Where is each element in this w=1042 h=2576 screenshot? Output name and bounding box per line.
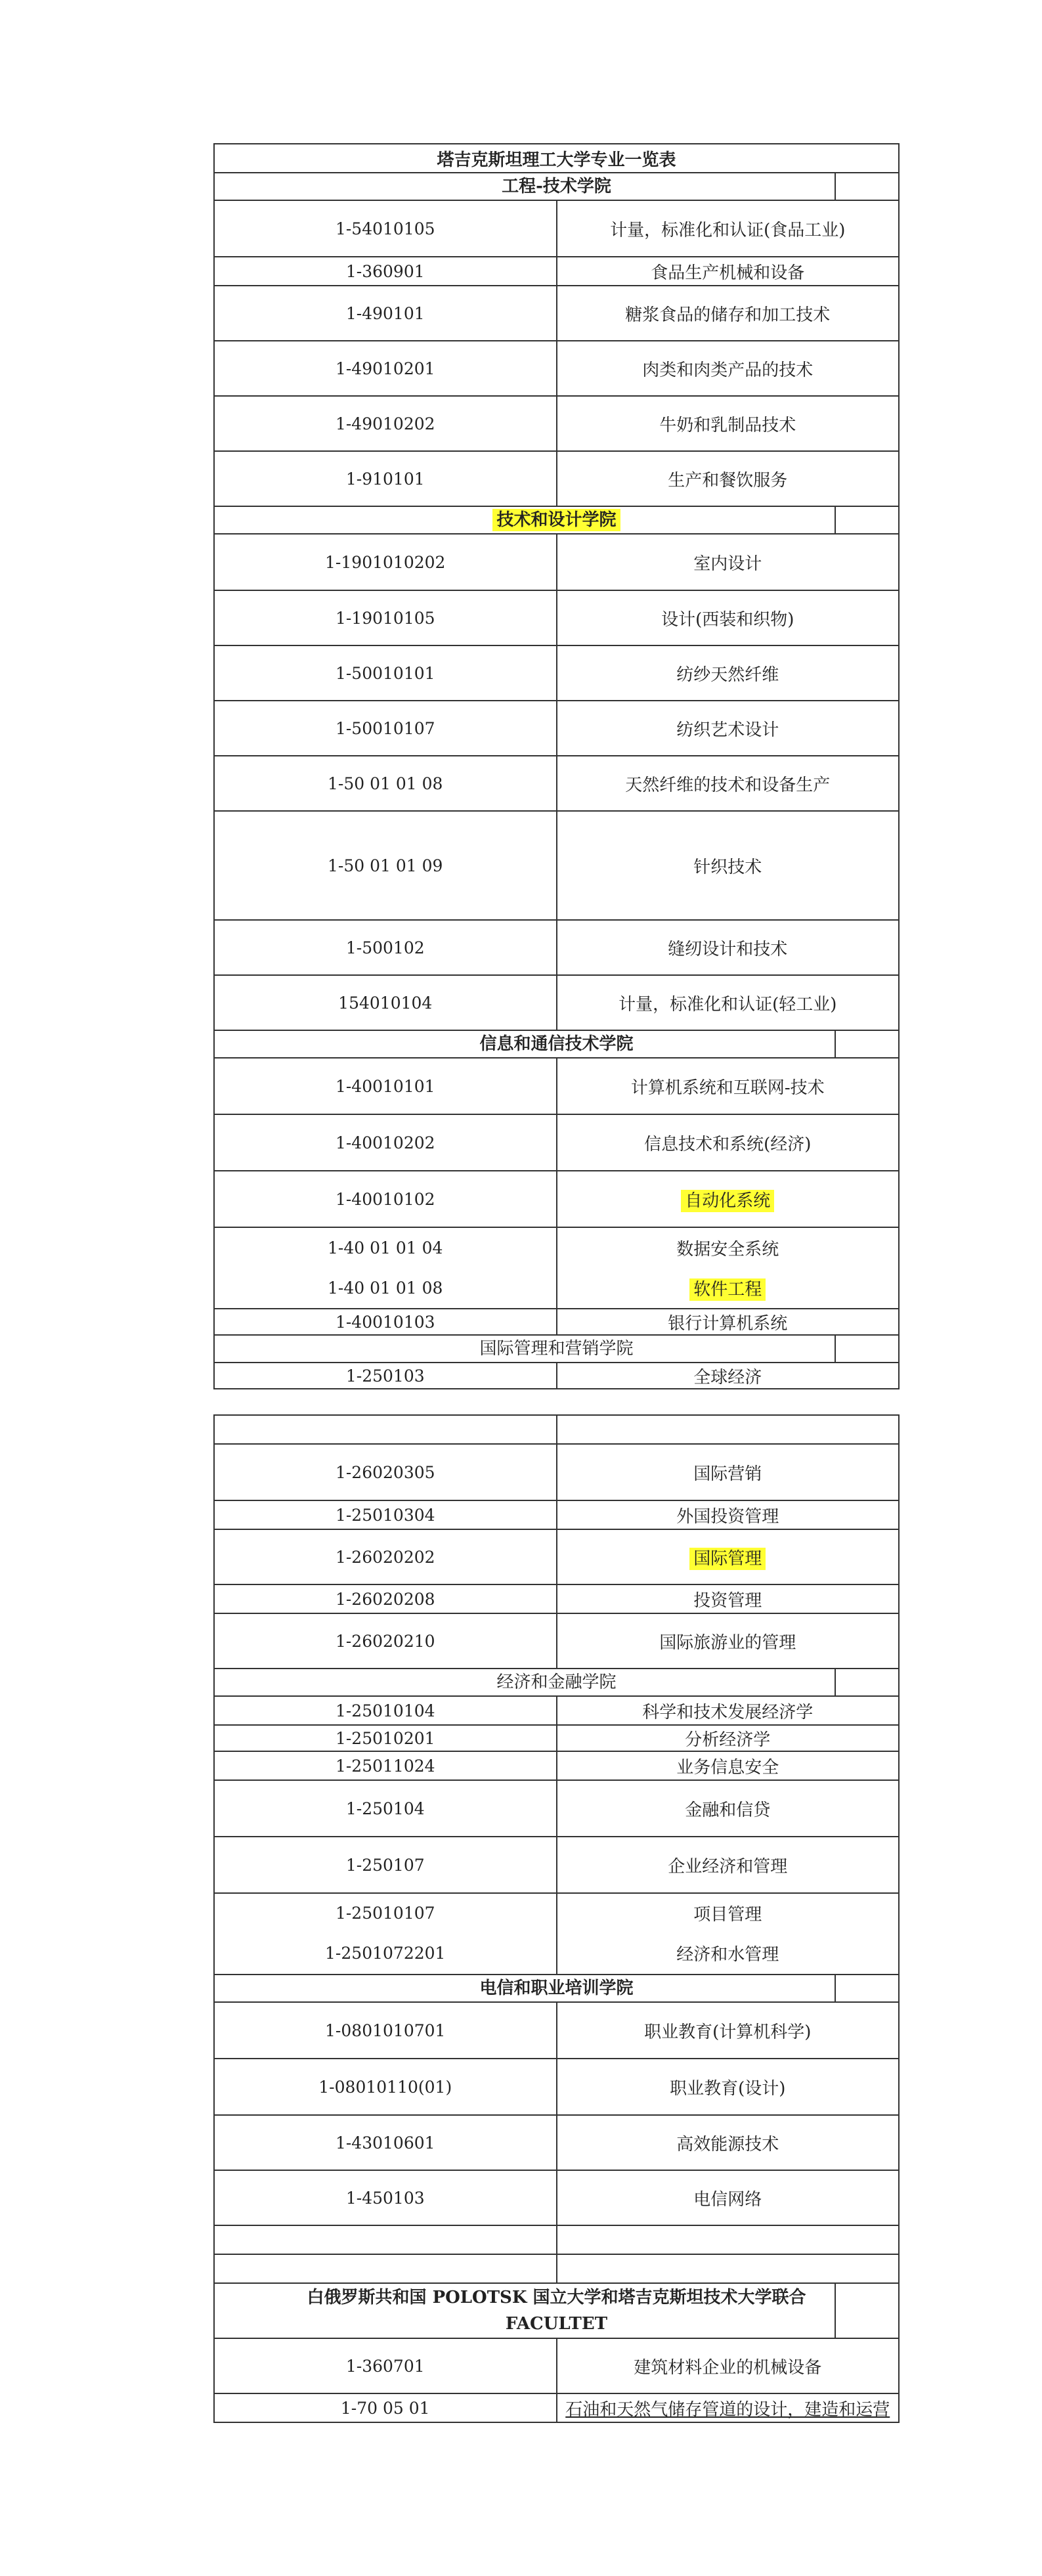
specialty-code: 1-450103 [214,2170,557,2225]
specialty-name: 肉类和肉类产品的技术 [557,341,900,396]
table-row [214,2393,899,2422]
specialty-code [214,1415,557,1444]
specialty-code: 1-25011024 [214,1751,557,1780]
specialty-name: 牛奶和乳制品技术 [557,396,900,451]
table-row [214,2338,899,2393]
specialties-table [213,143,900,2423]
specialty-code: 1-70 05 01 [214,2393,557,2422]
specialty-code: 1-50010107 [214,701,557,756]
specialty-code: 1-360901 [214,257,557,286]
table-row [214,2254,899,2283]
underlined-specialty: 石油和天然气储存管道的设计，建造和运营 [565,2399,890,2420]
specialty-code: 1-40010101 [214,1058,557,1114]
specialty-name: 银行计算机系统 [557,1309,900,1335]
table-row [214,1227,899,1268]
specialty-name: 建筑材料企业的机械设备 [557,2338,900,2393]
faculty-name-line-2: FACULTET [505,2314,608,2334]
specialty-code: 1-40010102 [214,1171,557,1227]
specialty-name [557,1268,900,1309]
specialty-name: 投资管理 [557,1584,900,1613]
specialty-name: 计量，标准化和认证(轻工业) [557,975,900,1030]
table-row [214,1780,899,1837]
specialty-name: 糖浆食品的储存和加工技术 [557,286,900,341]
specialty-code: 1-25010201 [214,1725,557,1751]
header-right-cell-divider [835,1669,836,1695]
specialty-code: 1-250104 [214,1780,557,1837]
specialty-name: 室内设计 [557,534,900,590]
table-row [214,590,899,645]
table-row [214,811,899,920]
specialty-code: 1-25010107 [214,1893,557,1932]
faculty-header-row [214,2283,899,2338]
specialty-name: 经济和水管理 [557,1932,900,1975]
table-row [214,1389,899,1415]
table-row [214,1751,899,1780]
specialty-name: 食品生产机械和设备 [557,257,900,286]
faculty-name-line-1: 白俄罗斯共和国 POLOTSK 国立大学和塔吉克斯坦技术大学联合 [307,2288,806,2307]
header-right-cell-divider [835,1031,836,1057]
table-row [214,1529,899,1584]
specialty-name [557,2393,900,2422]
table-row [214,1584,899,1613]
faculty-name-text: 技术和设计学院 [492,509,620,531]
table-row [214,1444,899,1500]
table-row [214,1363,899,1389]
specialty-name: 国际营销 [557,1444,900,1500]
header-right-cell-divider [835,2284,836,2338]
table-row [214,920,899,975]
specialty-code: 1-40 01 01 04 [214,1227,557,1268]
specialty-code: 1-49010201 [214,341,557,396]
faculty-name-text: 国际管理和营销学院 [479,1339,634,1359]
specialty-name: 外国投资管理 [557,1500,900,1529]
table-row [214,1058,899,1114]
specialty-code: 1-43010601 [214,2115,557,2170]
table-row [214,2115,899,2170]
specialty-code: 1-26020208 [214,1584,557,1613]
table-row [214,396,899,451]
specialty-name: 纺纱天然纤维 [557,645,900,701]
header-right-cell-divider [835,1975,836,2001]
specialty-name [557,1389,900,1415]
specialty-code: 1-1901010202 [214,534,557,590]
specialty-name [557,1171,900,1227]
table-row [214,2225,899,2254]
header-right-cell-divider [835,507,836,533]
faculty-name-text: 电信和职业培训学院 [479,1978,634,1998]
specialty-name: 职业教育(计算机科学) [557,2002,900,2059]
specialty-name: 计量，标准化和认证(食品工业) [557,200,900,257]
table-row [214,1114,899,1171]
specialty-code: 1-25010304 [214,1500,557,1529]
table-row [214,257,899,286]
specialty-name: 科学和技术发展经济学 [557,1696,900,1725]
highlighted-specialty: 国际管理 [689,1548,766,1570]
faculty-name [214,173,899,200]
specialty-name: 纺织艺术设计 [557,701,900,756]
specialty-name: 企业经济和管理 [557,1837,900,1893]
faculty-header-row [214,1975,899,2002]
specialty-code: 1-26020210 [214,1613,557,1669]
table-row [214,341,899,396]
faculty-name-text: 经济和金融学院 [496,1672,617,1692]
table-row [214,286,899,341]
highlighted-specialty: 自动化系统 [681,1190,774,1212]
specialty-code: 1-360701 [214,2338,557,2393]
specialty-name: 生产和餐饮服务 [557,451,900,506]
table-row [214,1268,899,1309]
table-row [214,701,899,756]
table-row [214,2002,899,2059]
specialty-name: 针织技术 [557,811,900,920]
header-right-cell-divider [835,1336,836,1362]
specialty-name [557,2254,900,2283]
specialty-code [214,2254,557,2283]
specialty-code: 1-500102 [214,920,557,975]
specialty-name: 国际旅游业的管理 [557,1613,900,1669]
faculty-name-text: 信息和通信技术学院 [479,1034,634,1054]
header-right-cell-divider [835,173,836,200]
specialty-name: 电信网络 [557,2170,900,2225]
specialty-code: 1-490101 [214,286,557,341]
table-row [214,1837,899,1893]
table-row [214,1696,899,1725]
specialty-code: 1-250107 [214,1837,557,1893]
specialty-name: 高效能源技术 [557,2115,900,2170]
specialty-code: 1-25010104 [214,1696,557,1725]
specialty-code: 1-19010105 [214,590,557,645]
faculty-header-row [214,173,899,200]
specialty-code: 154010104 [214,975,557,1030]
specialty-name: 分析经济学 [557,1725,900,1751]
specialty-name [557,1529,900,1584]
specialty-name: 信息技术和系统(经济) [557,1114,900,1171]
specialty-code: 1-40010103 [214,1309,557,1335]
table-title: 塔吉克斯坦理工大学专业一览表 [214,144,899,173]
table-row [214,2059,899,2115]
specialty-code: 1-40010202 [214,1114,557,1171]
specialty-code: 1-50010101 [214,645,557,701]
specialty-code: 1-0801010701 [214,2002,557,2059]
specialty-code: 1-26020202 [214,1529,557,1584]
specialty-name: 项目管理 [557,1893,900,1932]
specialty-code [214,1389,557,1415]
faculty-header-row [214,1335,899,1363]
faculty-header-row [214,1030,899,1058]
faculty-name-text: 工程-技术学院 [502,177,611,196]
document-table-container [213,143,900,2423]
specialty-name [557,2225,900,2254]
specialty-code: 1-08010110(01) [214,2059,557,2115]
specialty-code: 1-26020305 [214,1444,557,1500]
table-row [214,1415,899,1444]
faculty-header-row [214,1669,899,1696]
specialty-code: 1-49010202 [214,396,557,451]
faculty-name [214,1975,899,2002]
specialty-code: 1-50 01 01 09 [214,811,557,920]
specialty-code: 1-54010105 [214,200,557,257]
table-row [214,1613,899,1669]
faculty-name [214,1030,899,1058]
specialty-name: 职业教育(设计) [557,2059,900,2115]
table-row [214,975,899,1030]
table-row [214,451,899,506]
specialty-code: 1-250103 [214,1363,557,1389]
table-row [214,2170,899,2225]
specialty-code: 1-40 01 01 08 [214,1268,557,1309]
title-row [214,144,899,173]
faculty-header-row [214,506,899,534]
faculty-name [214,2283,899,2338]
specialty-code: 1-50 01 01 08 [214,756,557,811]
faculty-name [214,1669,899,1696]
table-row [214,1932,899,1975]
specialty-name: 设计(西装和织物) [557,590,900,645]
table-row [214,1893,899,1932]
faculty-name [214,1335,899,1363]
table-row [214,534,899,590]
table-row [214,1309,899,1335]
highlighted-specialty: 软件工程 [689,1278,766,1301]
specialty-name [557,1415,900,1444]
specialty-name: 缝纫设计和技术 [557,920,900,975]
faculty-name [214,506,899,534]
table-row [214,200,899,257]
specialty-code: 1-910101 [214,451,557,506]
specialty-name: 业务信息安全 [557,1751,900,1780]
specialty-code [214,2225,557,2254]
specialty-code: 1-2501072201 [214,1932,557,1975]
table-row [214,756,899,811]
table-row [214,645,899,701]
specialty-name: 天然纤维的技术和设备生产 [557,756,900,811]
table-row [214,1171,899,1227]
table-row [214,1500,899,1529]
specialty-name: 全球经济 [557,1363,900,1389]
table-row [214,1725,899,1751]
specialty-name: 数据安全系统 [557,1227,900,1268]
specialty-name: 计算机系统和互联网-技术 [557,1058,900,1114]
specialty-name: 金融和信贷 [557,1780,900,1837]
